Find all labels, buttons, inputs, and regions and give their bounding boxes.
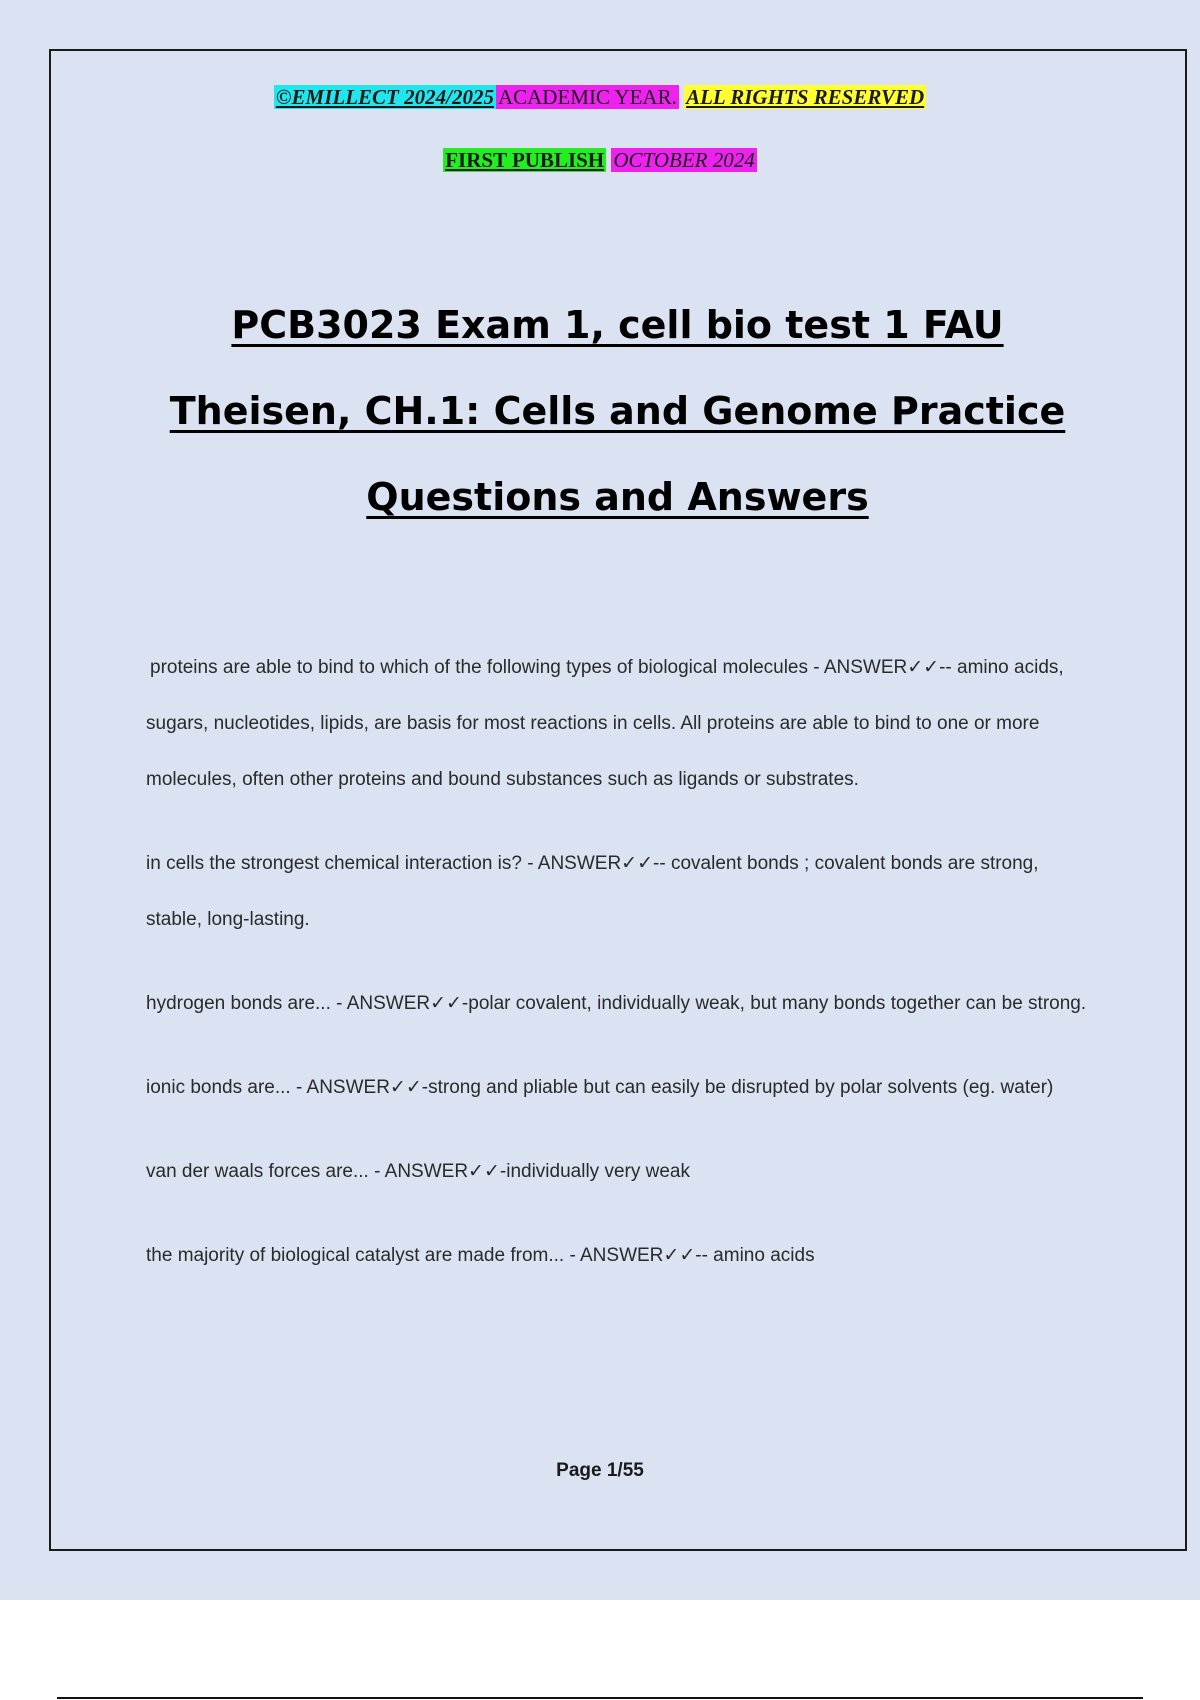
page-number: Page 1/55 [556, 1460, 644, 1481]
title-line-2: Theisen, CH.1: Cells and Genome Practice [169, 389, 1066, 433]
publish-date-label: OCTOBER 2024 [613, 148, 755, 172]
qa-item: ionic bonds are... - ANSWER✓✓-strong and pliable but can easily be disrupted by polar solvents (eg. water) [146, 1077, 1054, 1098]
rights-label: ALL RIGHTS RESERVED [686, 85, 925, 109]
title-line-1: PCB3023 Exam 1, cell bio test 1 FAU [231, 303, 1004, 347]
qa-item: van der waals forces are... - ANSWER✓✓-individually very weak [146, 1161, 690, 1182]
academic-year-label: ACADEMIC YEAR. [497, 85, 677, 109]
qa-list [146, 640, 1096, 1312]
qa-item: hydrogen bonds are... - ANSWER✓✓-polar covalent, individually weak, but many bonds together can be strong. [146, 993, 1087, 1014]
document-title [60, 282, 1175, 540]
copyright-label: ©EMILLECT 2024/2025 [275, 85, 494, 109]
publish-header [0, 147, 1200, 173]
bottom-divider [57, 1697, 1143, 1699]
qa-item: the majority of biological catalyst are made from... - ANSWER✓✓-- amino acids [146, 1245, 815, 1266]
copyright-header [0, 84, 1200, 110]
qa-item: proteins are able to bind to which of the following types of biological molecules - ANSWER✓✓-- amino acids, sugars, nucleotides, lipids, are basis for most reactions in cells. All proteins are able to bind to one or more molecules, often other proteins and bound substances such as ligands or substrates. [146, 657, 1064, 790]
first-publish-label: FIRST PUBLISH [445, 148, 605, 172]
title-line-3: Questions and Answers [366, 475, 869, 519]
qa-item: in cells the strongest chemical interaction is? - ANSWER✓✓-- covalent bonds ; covalent bonds are strong, stable, long-lasting. [146, 853, 1039, 930]
